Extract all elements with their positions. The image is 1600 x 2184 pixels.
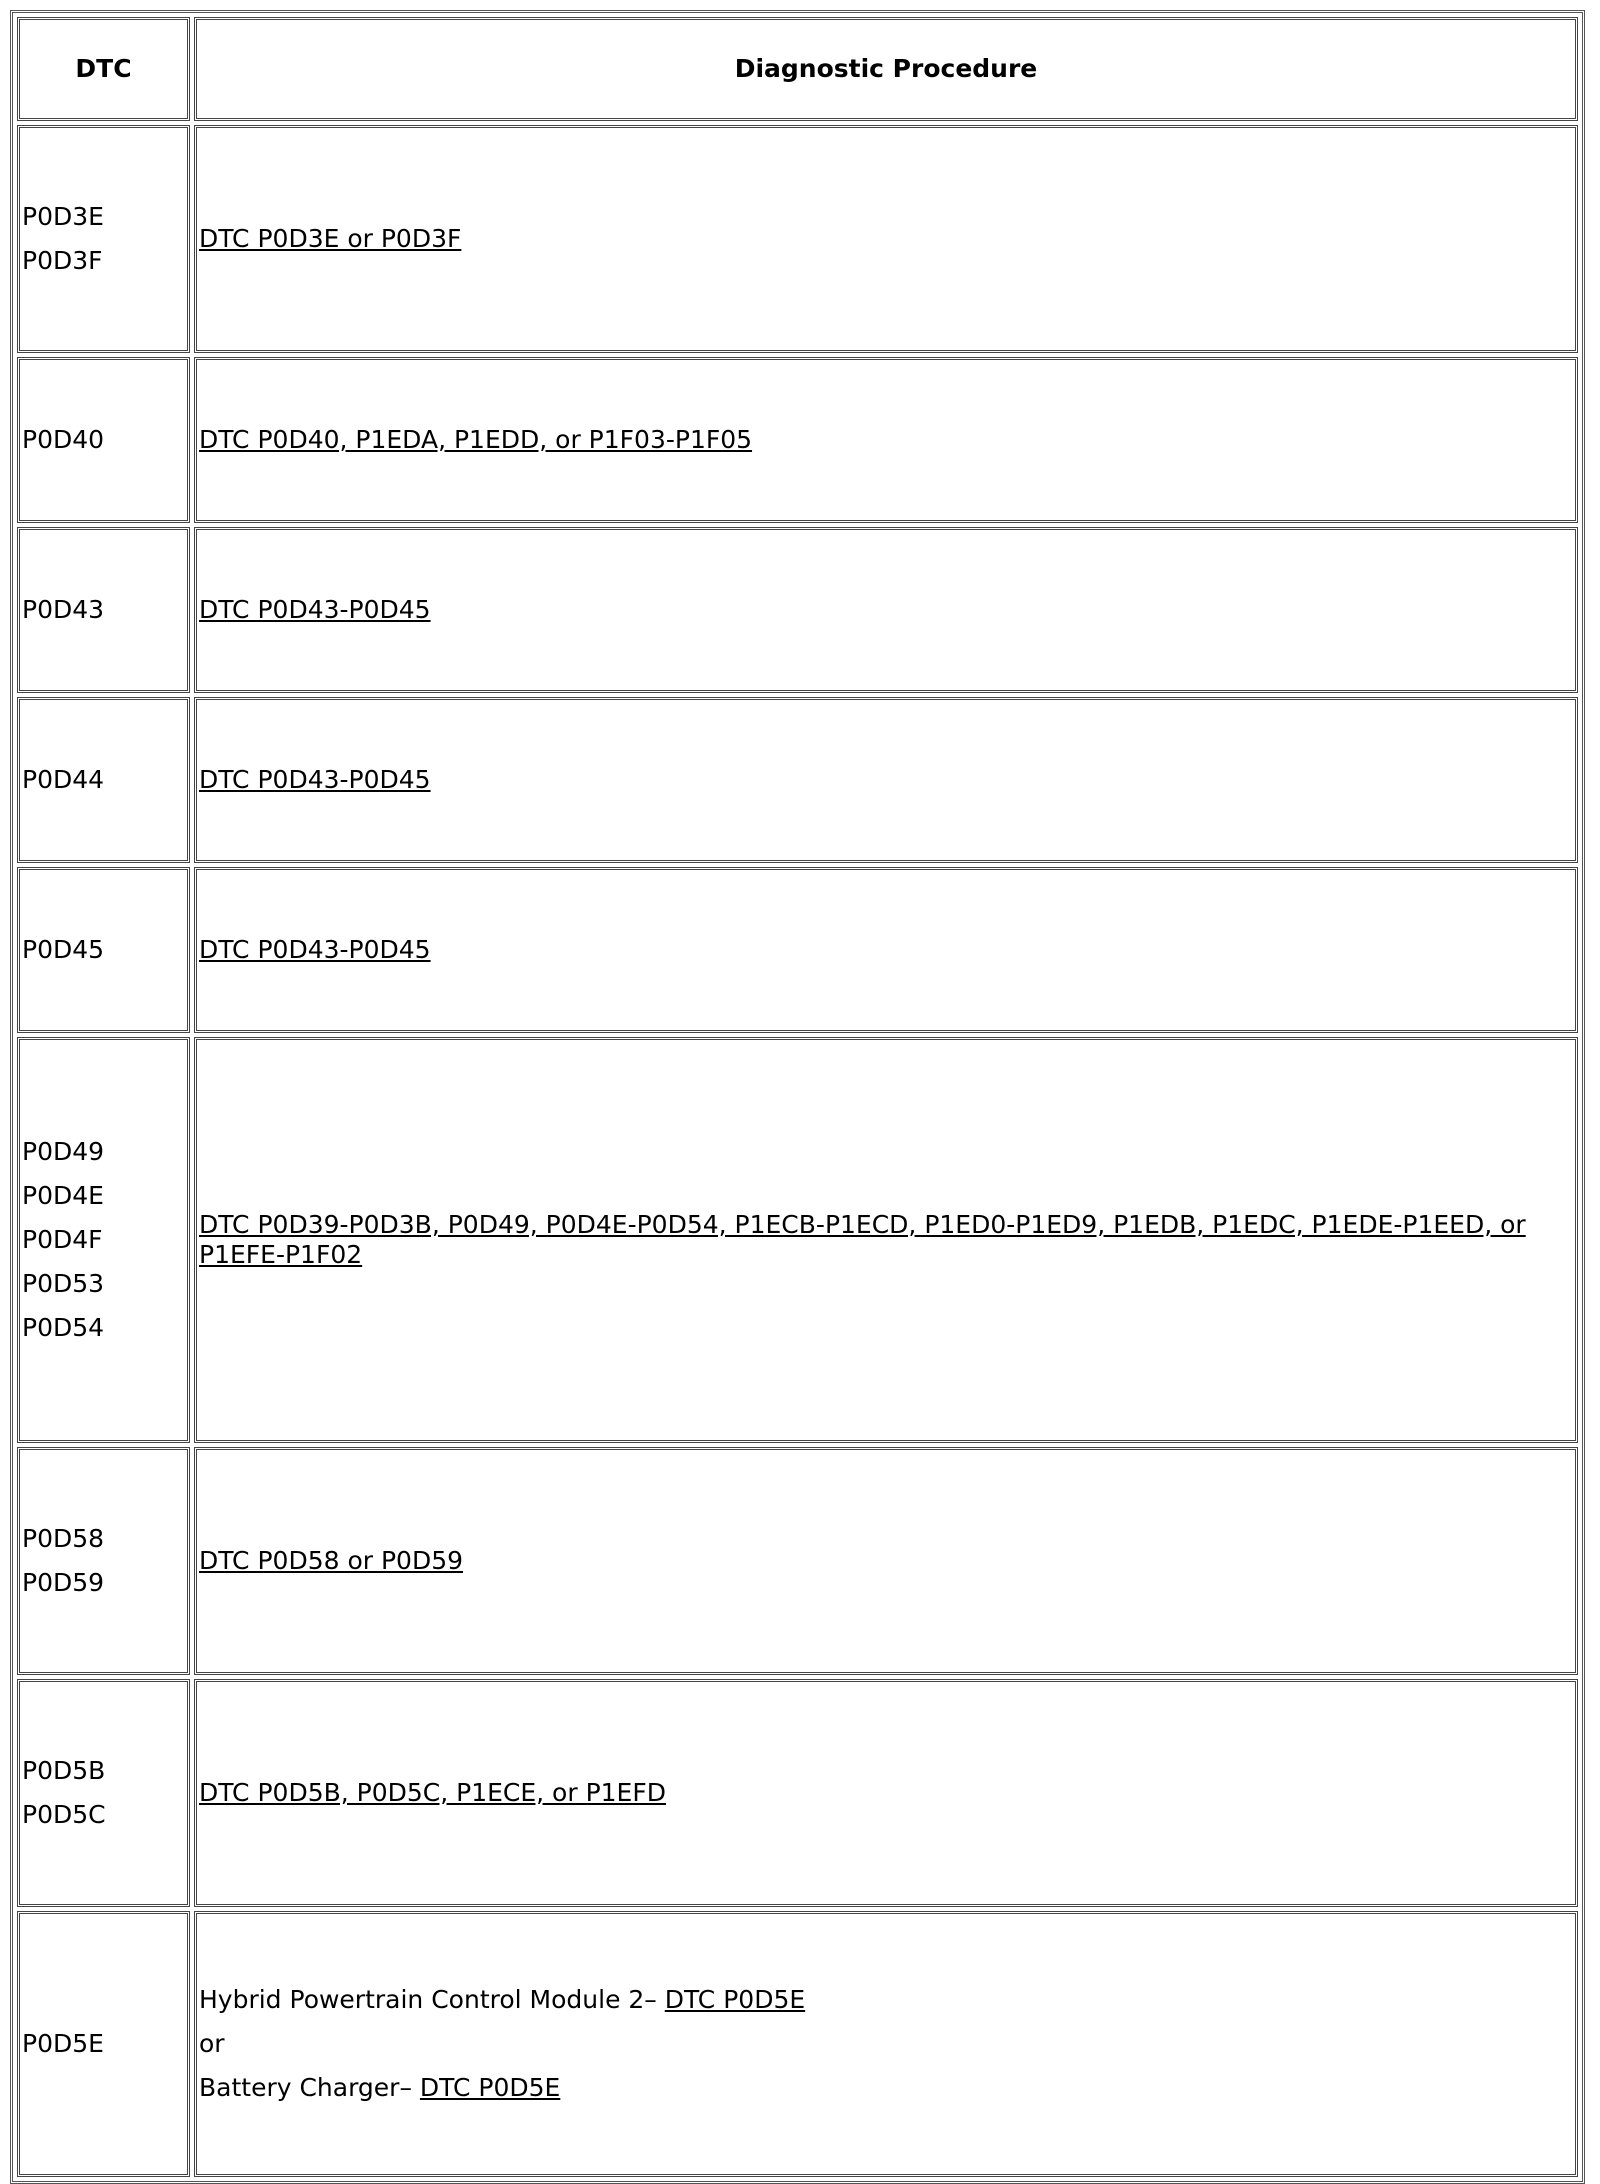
procedure-link[interactable]: DTC P0D3E or P0D3F [199,224,462,253]
dtc-code: P0D3F [22,246,103,275]
header-diagnostic-procedure: Diagnostic Procedure [194,17,1578,121]
dtc-code: P0D59 [22,1568,105,1597]
header-dtc: DTC [17,17,190,121]
procedure-cell [194,697,1578,863]
procedure-link[interactable]: DTC P0D40, P1EDA, P1EDD, or P1F03-P1F05 [199,425,753,454]
procedure-cell [194,357,1578,523]
procedure-line [199,1778,1573,1808]
table-row [17,527,1578,693]
procedure-line [199,1210,1573,1270]
dtc-code: P0D43 [22,595,105,624]
dtc-code-cell [17,527,190,693]
header-row [17,17,1578,121]
dtc-code: P0D58 [22,1524,105,1553]
procedure-cell [194,125,1578,353]
procedure-text: Hybrid Powertrain Control Module 2– [199,1985,665,2014]
dtc-code: P0D40 [22,425,105,454]
dtc-code: P0D5E [22,2029,104,2058]
procedure-link[interactable]: DTC P0D43-P0D45 [199,765,431,794]
procedure-text: or [199,2029,225,2058]
dtc-code: P0D54 [22,1313,105,1342]
procedure-text: Battery Charger– [199,2073,420,2102]
procedure-line [199,1546,1573,1576]
procedure-line [199,2073,1573,2103]
procedure-cell [194,1447,1578,1675]
procedure-line [199,425,1573,455]
table-row [17,125,1578,353]
procedure-line [199,595,1573,625]
procedure-link[interactable]: DTC P0D43-P0D45 [199,595,431,624]
dtc-code-cell [17,1911,190,2177]
dtc-code: P0D49 [22,1137,105,1166]
table-row [17,1037,1578,1443]
procedure-cell [194,1911,1578,2177]
procedure-link[interactable]: DTC P0D43-P0D45 [199,935,431,964]
procedure-cell [194,867,1578,1033]
table-row [17,697,1578,863]
dtc-code: P0D4F [22,1225,103,1254]
procedure-link[interactable]: DTC P0D5E [664,1985,806,2014]
procedure-line [199,2029,1573,2059]
dtc-code: P0D3E [22,202,104,231]
dtc-code-cell [17,125,190,353]
procedure-link[interactable]: DTC P0D58 or P0D59 [199,1546,464,1575]
table-row [17,357,1578,523]
table-row [17,1911,1578,2177]
procedure-link[interactable]: DTC P0D39-P0D3B, P0D49, P0D4E-P0D54, P1ECB-P1ECD, P1ED0-P1ED9, P1EDB, P1EDC, P1EDE-P1EED, or P1EFE-P1F02 [199,1210,1526,1269]
dtc-code-cell [17,357,190,523]
procedure-line [199,224,1573,254]
dtc-code-cell [17,697,190,863]
procedure-cell [194,527,1578,693]
procedure-line [199,765,1573,795]
dtc-code-cell [17,1447,190,1675]
dtc-code: P0D5B [22,1756,106,1785]
dtc-code: P0D5C [22,1800,106,1829]
procedure-link[interactable]: DTC P0D5B, P0D5C, P1ECE, or P1EFD [199,1778,666,1807]
dtc-code: P0D45 [22,935,105,964]
table-row [17,1447,1578,1675]
procedure-link[interactable]: DTC P0D5E [419,2073,561,2102]
dtc-code: P0D53 [22,1269,105,1298]
procedure-line [199,1985,1573,2015]
dtc-code-cell [17,867,190,1033]
dtc-code-cell [17,1679,190,1907]
dtc-code: P0D4E [22,1181,104,1210]
table-row [17,867,1578,1033]
table-row [17,1679,1578,1907]
table-body [17,125,1578,2177]
procedure-cell [194,1037,1578,1443]
dtc-table [10,10,1585,2184]
dtc-code: P0D44 [22,765,105,794]
procedure-line [199,935,1573,965]
dtc-code-cell [17,1037,190,1443]
procedure-cell [194,1679,1578,1907]
